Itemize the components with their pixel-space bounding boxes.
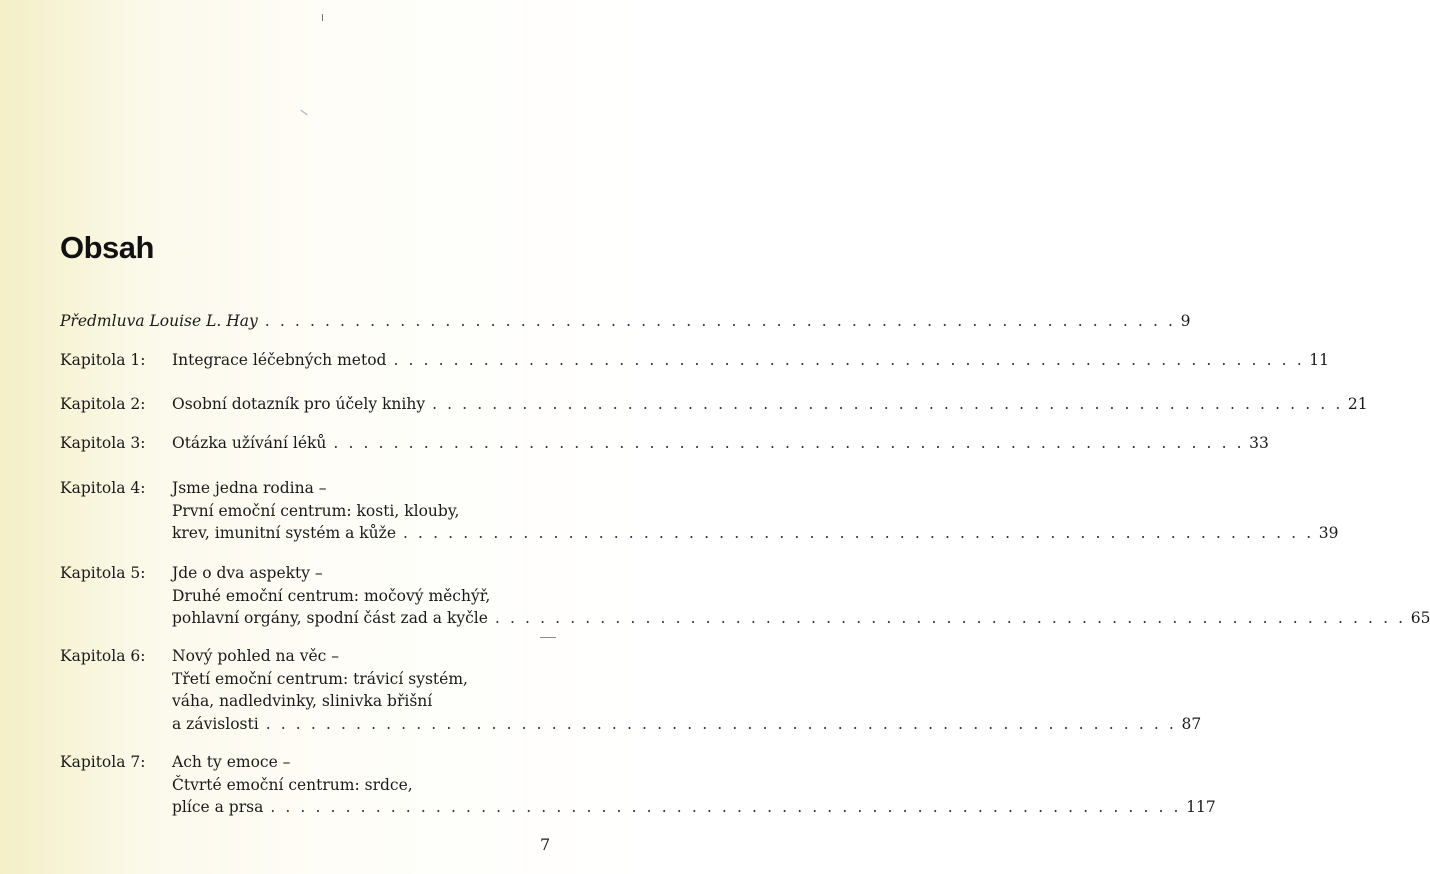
toc-entry-last-line [172,393,1368,416]
chapter-label: Kapitola 7: [60,753,146,771]
toc-entry-last-line [172,713,1202,736]
toc-page-number: 87 [1181,714,1202,733]
chapter-label: Kapitola 4: [60,479,146,497]
toc-entry-title: krev, imunitní systém a kůže [172,524,396,542]
toc-entry-title: plíce a prsa [172,798,264,816]
page-title: Obsah [60,230,154,265]
dot-leader: . . . . . . . . . . . . . . . . . . . . . . . . . . . . . . . . . . . . . . . . . . . . . . . . . . . . . . . . . . . . . [264,312,1176,330]
toc-entry-line: Třetí emoční centrum: trávicí systém, [172,669,468,688]
toc-page-number: 9 [1180,312,1191,330]
toc-entry-body [172,432,1269,455]
toc-entry-title: pohlavní orgány, spodní část zad a kyčle [172,609,488,627]
toc-page-number: 117 [1186,798,1216,816]
toc-entry-line: Jde o dva aspekty – [172,564,323,582]
toc-entry-body [60,310,1191,333]
toc-entry-title: Otázka užívání léků [172,434,327,452]
toc-entry-title: Integrace léčebných metod [172,351,387,369]
toc-entry-body [172,349,1329,372]
toc-entry-body [172,751,1216,819]
scan-speck [540,637,556,638]
toc-entry-last-line [172,607,1430,630]
toc-entry-last-line [172,796,1216,819]
toc-page-number: 11 [1309,351,1329,369]
toc-entry-title: Osobní dotazník pro účely knihy [172,395,426,413]
dot-leader: . . . . . . . . . . . . . . . . . . . . . . . . . . . . . . . . . . . . . . . . . . . . . . . . . . . . . . . . . . . . . [494,609,1406,627]
chapter-label: Kapitola 2: [60,395,146,413]
dot-leader: . . . . . . . . . . . . . . . . . . . . . . . . . . . . . . . . . . . . . . . . . . . . . . . . . . . . . . . . . . . . . [393,351,1305,369]
page-number: 7 [540,835,551,854]
toc-page-number: 65 [1410,609,1430,627]
toc-entry-title: Předmluva Louise L. Hay [60,312,258,330]
toc-entry-last-line [60,310,1191,333]
dot-leader: . . . . . . . . . . . . . . . . . . . . . . . . . . . . . . . . . . . . . . . . . . . . . . . . . . . . . . . . . . . . . [403,524,1314,542]
toc-entry-body [172,477,1339,545]
scan-speck [300,110,307,115]
chapter-label: Kapitola 5: [60,564,146,582]
toc-entry-body [172,562,1430,630]
toc-entry-last-line [172,522,1339,545]
toc-page-number: 21 [1347,395,1368,413]
chapter-label: Kapitola 1: [60,351,146,369]
toc-entry-last-line [172,349,1329,372]
chapter-label: Kapitola 6: [60,647,146,665]
chapter-label: Kapitola 3: [60,434,146,452]
toc-entry-line: Jsme jedna rodina – [172,479,327,497]
dot-leader: . . . . . . . . . . . . . . . . . . . . . . . . . . . . . . . . . . . . . . . . . . . . . . . . . . . . . . . . . . . . . [432,395,1343,413]
toc-entry-body [172,393,1368,416]
toc-entry-line: Druhé emoční centrum: močový měchýř, [172,586,491,605]
toc-entry-title: a závislosti [172,714,259,733]
toc-entry-line: váha, nadledvinky, slinivka břišní [172,692,433,710]
toc-entry-line: Čtvrté emoční centrum: srdce, [172,775,413,794]
dot-leader: . . . . . . . . . . . . . . . . . . . . . . . . . . . . . . . . . . . . . . . . . . . . . . . . . . . . . . . . . . . . . [270,798,1182,816]
dot-leader: . . . . . . . . . . . . . . . . . . . . . . . . . . . . . . . . . . . . . . . . . . . . . . . . . . . . . . . . . . . . . [265,714,1177,733]
toc-entry-line: Nový pohled na věc – [172,647,339,665]
toc-entry-line: První emoční centrum: kosti, klouby, [172,501,460,520]
toc-page-number: 33 [1249,434,1269,452]
toc-entry-last-line [172,432,1269,455]
dot-leader: . . . . . . . . . . . . . . . . . . . . . . . . . . . . . . . . . . . . . . . . . . . . . . . . . . . . . . . . . . . . . [333,434,1245,452]
toc-entry-body [172,645,1202,735]
scan-speck [322,14,323,21]
toc-page-number: 39 [1318,524,1339,542]
toc-entry-line: Ach ty emoce – [172,753,291,771]
